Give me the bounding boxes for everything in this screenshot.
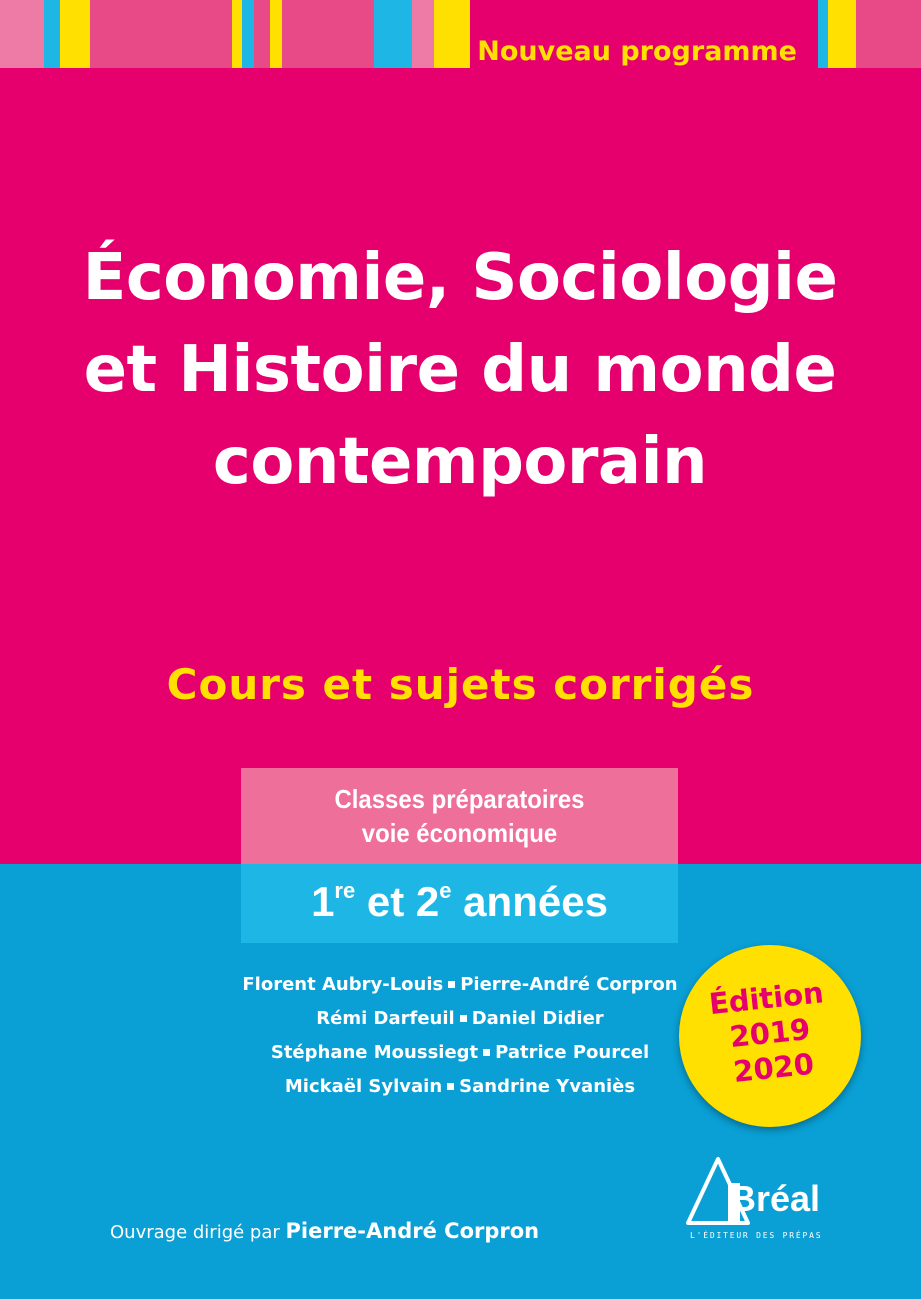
edition-badge-text xyxy=(674,972,866,1095)
author-name: Rémi Darfeuil xyxy=(316,1008,455,1029)
edition-year-1: 2019 xyxy=(728,1011,812,1055)
author-name: Sandrine Yvaniès xyxy=(459,1076,636,1097)
authors-row xyxy=(240,1002,680,1036)
separator-square-icon xyxy=(460,1015,467,1022)
edition-badge xyxy=(679,945,861,1127)
separator-square-icon xyxy=(483,1049,490,1056)
edition-label: Édition xyxy=(707,975,826,1022)
year-middle: et 2 xyxy=(355,878,440,925)
classes-line-2: voie économique xyxy=(361,818,558,848)
title-line-2: et Histoire du monde xyxy=(83,333,837,407)
authors-list xyxy=(240,968,680,1104)
year-first: 1 xyxy=(311,878,335,925)
author-name: Florent Aubry-Louis xyxy=(242,974,444,995)
separator-square-icon xyxy=(448,981,455,988)
book-title xyxy=(60,232,860,508)
publisher-tagline: L'ÉDITEUR DES PRÉPAS xyxy=(690,1231,823,1240)
year-end: années xyxy=(451,878,608,925)
authors-row xyxy=(240,1036,680,1070)
author-name: Daniel Didier xyxy=(471,1008,604,1029)
authors-row xyxy=(240,968,680,1002)
book-subtitle: Cours et sujets corrigés xyxy=(166,660,755,709)
author-name: Patrice Pourcel xyxy=(495,1042,650,1063)
author-name: Mickaël Sylvain xyxy=(284,1076,443,1097)
directed-by-line xyxy=(110,1219,539,1243)
classes-label xyxy=(258,782,660,850)
directed-by-prefix: Ouvrage dirigé par xyxy=(110,1222,286,1243)
year-first-sup: re xyxy=(334,878,356,903)
svg-text:Bréal: Bréal xyxy=(730,1178,821,1219)
classes-line-1: Classes préparatoires xyxy=(334,784,585,814)
edition-year-2: 2020 xyxy=(731,1046,816,1089)
title-line-3: contemporain xyxy=(212,425,708,499)
separator-square-icon xyxy=(447,1083,454,1090)
years-label xyxy=(241,878,678,926)
author-name: Pierre-André Corpron xyxy=(460,974,678,995)
year-second-sup: e xyxy=(439,878,452,903)
authors-row xyxy=(240,1070,680,1104)
title-line-1: Économie, Sociologie xyxy=(82,241,838,315)
new-programme-label: Nouveau programme xyxy=(477,36,797,67)
author-name: Stéphane Moussiegt xyxy=(270,1042,479,1063)
director-name: Pierre-André Corpron xyxy=(285,1219,540,1243)
